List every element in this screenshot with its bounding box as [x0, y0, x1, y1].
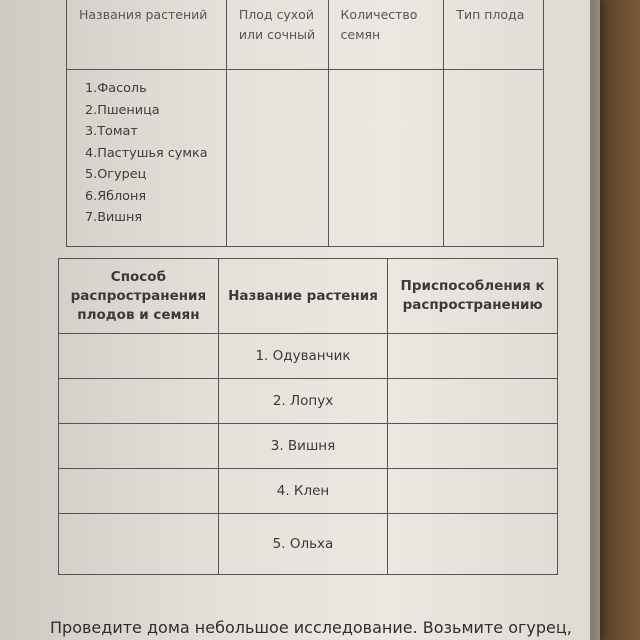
- list-item: 6.Яблоня: [85, 188, 147, 204]
- header-plant-names: Названия растений: [67, 0, 227, 70]
- list-item: 2.Пшеница: [85, 102, 160, 118]
- plant-name-cell: 3. Вишня: [218, 424, 387, 469]
- plant-name-cell: 2. Лопух: [218, 379, 387, 424]
- list-item: 3.Томат: [85, 124, 138, 139]
- plant-list-cell: [67, 70, 227, 247]
- answer-cell: [388, 334, 558, 379]
- seed-dispersal-table: [58, 258, 558, 575]
- answer-cell: [59, 334, 219, 379]
- answer-cell: [388, 379, 558, 424]
- table-surface: [590, 0, 640, 640]
- answer-cell: [388, 514, 558, 575]
- header-dry-or-juicy: Плод сухой или сочный: [226, 0, 328, 70]
- list-item: 4.Пастушья сумка: [85, 145, 208, 161]
- plant-name-cell: 5. Ольха: [218, 514, 387, 575]
- answer-cell: [59, 514, 219, 575]
- list-item: 7.Вишня: [85, 210, 143, 225]
- instruction-text: Проведите дома небольшое исследование. Возьмите огурец,: [50, 618, 572, 637]
- table-row: [67, 70, 544, 247]
- table-row: [59, 514, 558, 575]
- plant-name-cell: 4. Клен: [218, 469, 387, 514]
- header-seed-count: Количество семян: [328, 0, 444, 70]
- answer-cell: [328, 70, 444, 247]
- table-row: [59, 424, 558, 469]
- answer-cell: [388, 469, 558, 514]
- table-row: [59, 379, 558, 424]
- plant-name-cell: 1. Одуванчик: [218, 334, 387, 379]
- answer-cell: [59, 424, 219, 469]
- table-header-row: [59, 259, 558, 334]
- answer-cell: [59, 379, 219, 424]
- list-item: 1.Фасоль: [85, 81, 147, 96]
- list-item: 5.Огурец: [85, 167, 147, 182]
- fruit-types-table: [66, 0, 544, 247]
- answer-cell: [59, 469, 219, 514]
- header-fruit-type: Тип плода: [444, 0, 544, 70]
- answer-cell: [226, 70, 328, 247]
- header-adaptations: Приспособления к распространению: [388, 259, 558, 334]
- table-row: [59, 469, 558, 514]
- answer-cell: [388, 424, 558, 469]
- table-header-row: [67, 0, 544, 70]
- answer-cell: [444, 70, 544, 247]
- header-dispersal-method: Способ распространения плодов и семян: [59, 259, 219, 334]
- table-row: [59, 334, 558, 379]
- header-plant-name: Название растения: [218, 259, 387, 334]
